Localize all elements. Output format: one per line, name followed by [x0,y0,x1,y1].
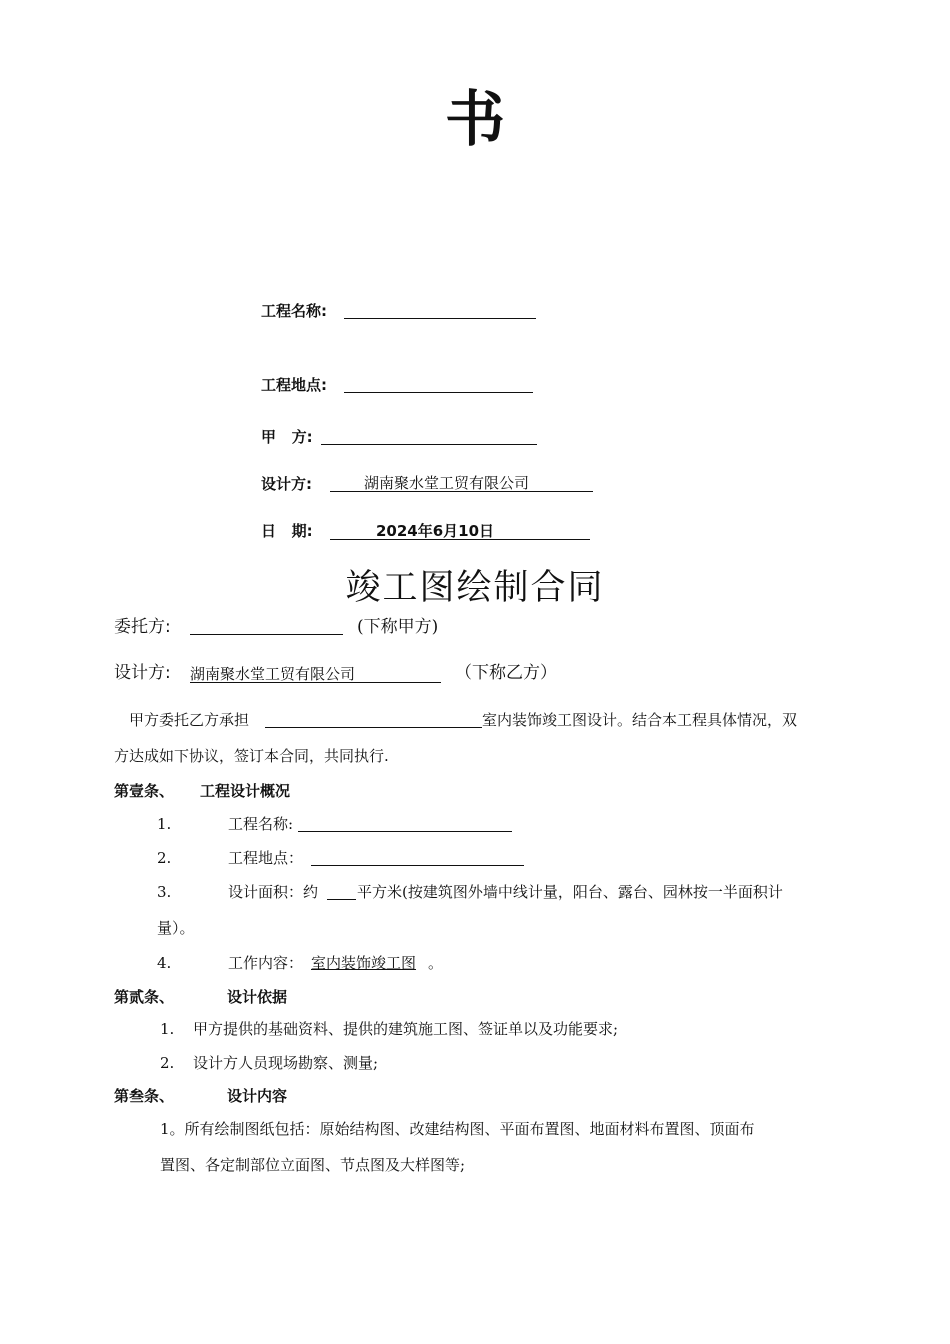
intro-prefix: 甲方委托乙方承担 [129,711,250,729]
date-field[interactable] [330,539,590,540]
section-1-number: 第壹条、 [114,782,175,800]
cover-title-char: 书 [445,85,505,155]
project-name-label: 工程名称: [261,302,327,320]
contract-designer-field[interactable] [190,682,441,683]
project-location-field[interactable] [344,392,533,393]
intro-suffix: 室内装饰竣工图设计。结合本工程具体情况，双 [482,711,798,729]
section-3-title: 设计内容 [227,1087,288,1105]
client-label: 委托方: [114,617,171,637]
s1-item4-link: 室内装饰竣工图 [311,954,417,972]
s1-item1-num: 1. [157,815,172,833]
s1-item4-text-b: 。 [428,954,444,972]
s2-item2-text: 设计方人员现场勘察、测量; [193,1054,379,1072]
s2-item1-num: 1. [160,1020,175,1038]
s1-item3-num: 3. [157,883,172,901]
s1-area-field[interactable] [327,899,356,900]
s3-item1-line1: 1。所有绘制图纸包括：原始结构图、改建结构图、平面布置图、地面材料布置图、顶面布 [160,1120,755,1138]
s1-item2-num: 2. [157,849,172,867]
cover-designer-value: 湖南聚水堂工贸有限公司 [364,474,530,492]
cover-designer-label: 设计方: [261,475,312,493]
project-location-label: 工程地点: [261,376,327,394]
s1-item4-num: 4. [157,954,172,972]
s2-item2-num: 2. [160,1054,175,1072]
intro-project-field[interactable] [265,727,482,728]
s1-item3-text-a: 设计面积：约 [228,883,319,901]
date-label: 日 期: [261,522,313,540]
s1-item3-text-c: 量）。 [157,919,195,937]
contract-designer-value: 湖南聚水堂工贸有限公司 [190,665,356,683]
client-field[interactable] [190,634,343,635]
s1-item2-text: 工程地点： [228,849,304,867]
s1-item4-text-a: 工作内容： [228,954,304,972]
section-3-number: 第叁条、 [114,1087,175,1105]
s1-item3-text-b: 平方米(按建筑图外墙中线计量，阳台、露台、园林按一半面积计 [357,883,783,901]
s2-item1-text: 甲方提供的基础资料、提供的建筑施工图、签证单以及功能要求; [193,1020,619,1038]
date-value: 2024年6月10日 [376,522,495,540]
section-2-number: 第贰条、 [114,988,175,1006]
cover-designer-field[interactable] [330,491,593,492]
s3-item1-line2: 置图、各定制部位立面图、节点图及大样图等; [160,1156,466,1174]
party-a-field[interactable] [321,444,537,445]
intro-line2: 方达成如下协议，签订本合同，共同执行. [114,747,389,765]
client-suffix: (下称甲方) [357,617,439,637]
s1-item2-field[interactable] [311,865,524,866]
party-a-label: 甲 方: [261,428,313,446]
section-1-title: 工程设计概况 [200,782,291,800]
contract-designer-suffix: （下称乙方） [455,663,557,683]
s1-item1-field[interactable] [298,831,512,832]
contract-designer-label: 设计方: [114,663,171,683]
project-name-field[interactable] [344,318,536,319]
contract-title: 竣工图绘制合同 [345,568,605,608]
s1-item1-text: 工程名称: [228,815,294,833]
section-2-title: 设计依据 [227,988,288,1006]
